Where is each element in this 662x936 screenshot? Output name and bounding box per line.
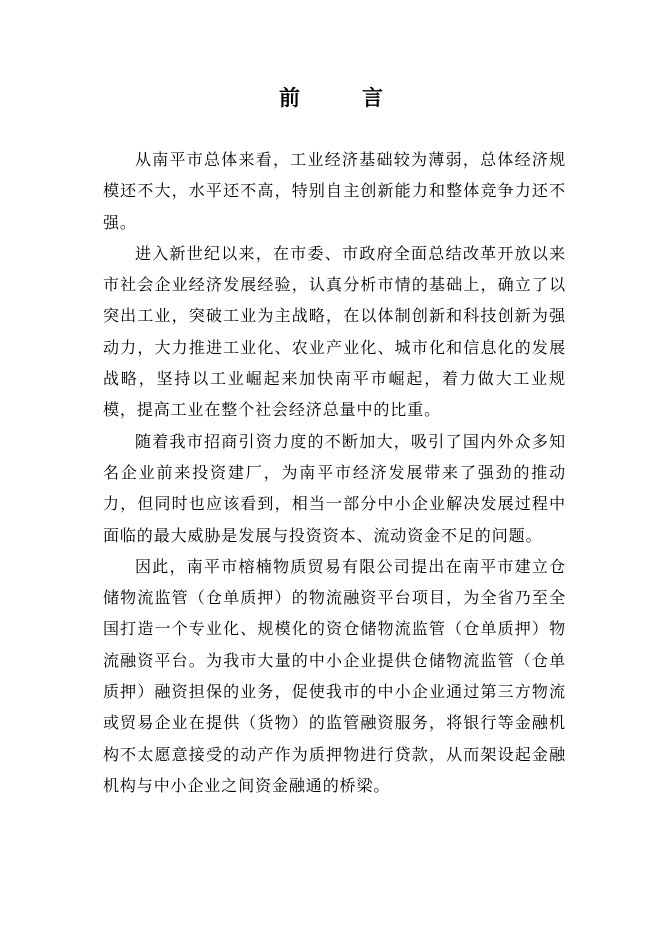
title-char-1: 前	[279, 85, 300, 110]
paragraph-3: 随着我市招商引资力度的不断加大，吸引了国内外众多知名企业前来投资建厂，为南平市经济发展带来了强劲的推动力，但同时也应该看到，相当一部分中小企业解决发展过程中面临的最大威胁是发展与投资资本、流动资金不足的问题。	[103, 431, 566, 545]
document-body	[103, 144, 566, 801]
paragraph-1: 从南平市总体来看，工业经济基础较为薄弱，总体经济规模还不大，水平还不高，特别自主创新能力和整体竞争力还不强。	[103, 150, 566, 232]
page-title	[0, 84, 662, 112]
paragraph-2: 进入新世纪以来，在市委、市政府全面总结改革开放以来市社会企业经济发展经验，认真分析市情的基础上，确立了以突出工业，突破工业为主战略，在以体制创新和科技创新为强动力，大力推进工业化、农业产业化、城市化和信息化的发展战略，坚持以工业崛起来加快南平市崛起，着力做大工业规模，提高工业在整个社会经济总量中的比重。	[103, 243, 566, 420]
title-char-2: 言	[362, 85, 383, 110]
paragraph-4: 因此，南平市榕楠物质贸易有限公司提出在南平市建立仓储物流监管（仓单质押）的物流融资平台项目，为全省乃至全国打造一个专业化、规模化的资仓储物流监管（仓单质押）物流融资平台。为我市大量的中小企业提供仓储物流监管（仓单质押）融资担保的业务，促使我市的中小企业通过第三方物流或贸易企业在提供（货物）的监管融资服务，将银行等金融机构不太愿意接受的动产作为质押物进行贷款，从而架设起金融机构与中小企业之间资金融通的桥梁。	[103, 556, 566, 795]
